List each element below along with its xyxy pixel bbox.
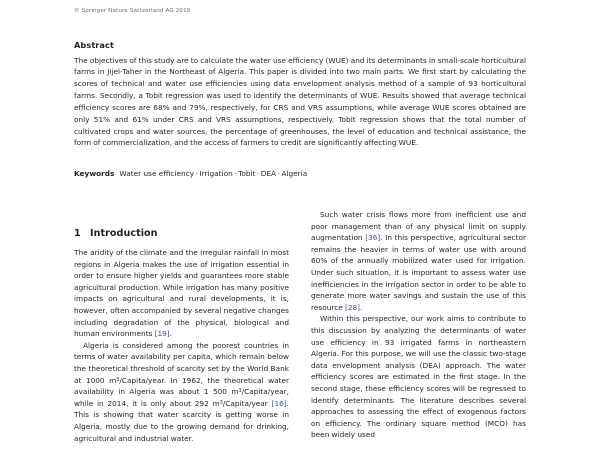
keywords-section (74, 168, 526, 179)
left-paragraph-2-d: /Capita/year (222, 398, 272, 408)
left-paragraph-2-c: /Capita/year, while in 2014, it is only about 292 m (74, 387, 289, 408)
right-paragraph-1-b: . In this perspective, agricultural sector remains the heavier in terms of water use with around 60% of the annually mobilized water used for irrigation. Under such situation, it is important to assess water use inefficiencies in the irrigation sector in order to be able to generate more water savings and sustain the use of this resource (311, 233, 526, 312)
citation-link-36[interactable]: [36] (365, 233, 381, 243)
column-left (74, 209, 289, 444)
keywords-label: Keywords (74, 169, 115, 178)
abstract-text: The objectives of this study are to calculate the water use efficiency (WUE) and its determinants in small-scale horticultural farms in Jijel-Taher in the Northeast of Algeria. This paper is divided into two main parts. We first start by calculating the scores of technical and water use efficiencies using data envelopment analysis method of a sample of 93 horticultural farms. Secondly, a Tobit regression was used to identify the determinants of WUE. Results showed that average technical efficiency scores are 68% and 79%, respectively, for CRS and VRS assumptions, while average WUE scores obtained are only 51% and 61% under CRS and VRS assumptions, respectively. Tobit regression shows that the total number of cultivated crops and water sources, the percentage of greenhouses, the level of education and technical assistance, the form of commercialization, and the access of farmers to credit are significantly affecting WUE. (74, 55, 526, 148)
left-paragraph-2 (74, 340, 289, 444)
body-columns (74, 209, 526, 447)
keyword-item-2: Tobit (238, 169, 256, 178)
column-right (311, 209, 526, 441)
superscript-cubic-3: 3 (219, 399, 223, 406)
right-paragraph-1 (311, 209, 526, 313)
running-head-copyright: © Springer Nature Switzerland AG 2019 (74, 8, 191, 14)
right-paragraph-1-a: Such water crisis flows more from inefficient use and poor management than of any physical limit on supply augmentation (311, 210, 526, 243)
section-title: Introduction (90, 228, 158, 239)
superscript-cubic-2: 3 (238, 388, 242, 395)
keyword-item-1: Irrigation (199, 169, 233, 178)
left-paragraph-1-end: . (169, 329, 173, 339)
citation-link-16[interactable]: [16] (271, 398, 287, 408)
keyword-item-3: DEA (260, 169, 277, 178)
left-paragraph-2-b: /Capita/year. In 1962, the theoretical water availability in Algeria was about 1 500 m (74, 375, 289, 397)
left-paragraph-2-a: Algeria is considered among the poorest countries in terms of water availability per capita, which remain below the theoretical threshold of scarcity set by the World Bank at 1000 m (74, 340, 289, 385)
left-paragraph-1 (74, 247, 289, 340)
right-paragraph-1-c: . (360, 302, 363, 312)
superscript-cubic-1: 3 (116, 376, 120, 383)
section-number: 1 (74, 228, 81, 239)
keyword-separator: · (277, 169, 280, 178)
left-paragraph-1-text: The aridity of the climate and the irregular rainfall in most regions in Algeria makes the use of irrigation essential in order to ensure higher yields and guarantees more stable agricultural production. While irrigation has many positive impacts on agricultural and rural developments, it is, however, often accompanied by several negative changes including degradation of the physical, biological and human environments (74, 248, 289, 339)
citation-link-19[interactable]: [19] (154, 329, 170, 339)
keyword-separator: · (234, 169, 237, 178)
citation-link-28[interactable]: [28] (344, 302, 361, 312)
abstract-section (74, 40, 526, 149)
keyword-item-4: Algeria (281, 169, 308, 178)
keyword-item-0: Water use efficiency (119, 169, 195, 178)
right-paragraph-2: Within this perspective, our work aims to contribute to this discussion by analyzing the determinants of water use efficiency in 93 irrigated farms in northeastern Algeria. For this purpose, we will use the classic two-stage data envelopment analysis (DEA) approach. The water efficiency scores are estimated in the first stage. In the second stage, these efficiency scores will be regressed to identify determinants. The literature describes several approaches to assessing the effect of exogenous factors on efficiency. The ordinary square method (MCO) has been widely used (311, 314, 526, 440)
left-paragraph-2-e: . This is showing that water scarcity is getting worse in Algeria, mostly due to the growing demand for drinking, agricultural and industrial water. (74, 398, 289, 443)
keyword-separator: · (256, 169, 260, 178)
keyword-separator: · (195, 169, 198, 178)
abstract-heading: Abstract (74, 40, 114, 50)
